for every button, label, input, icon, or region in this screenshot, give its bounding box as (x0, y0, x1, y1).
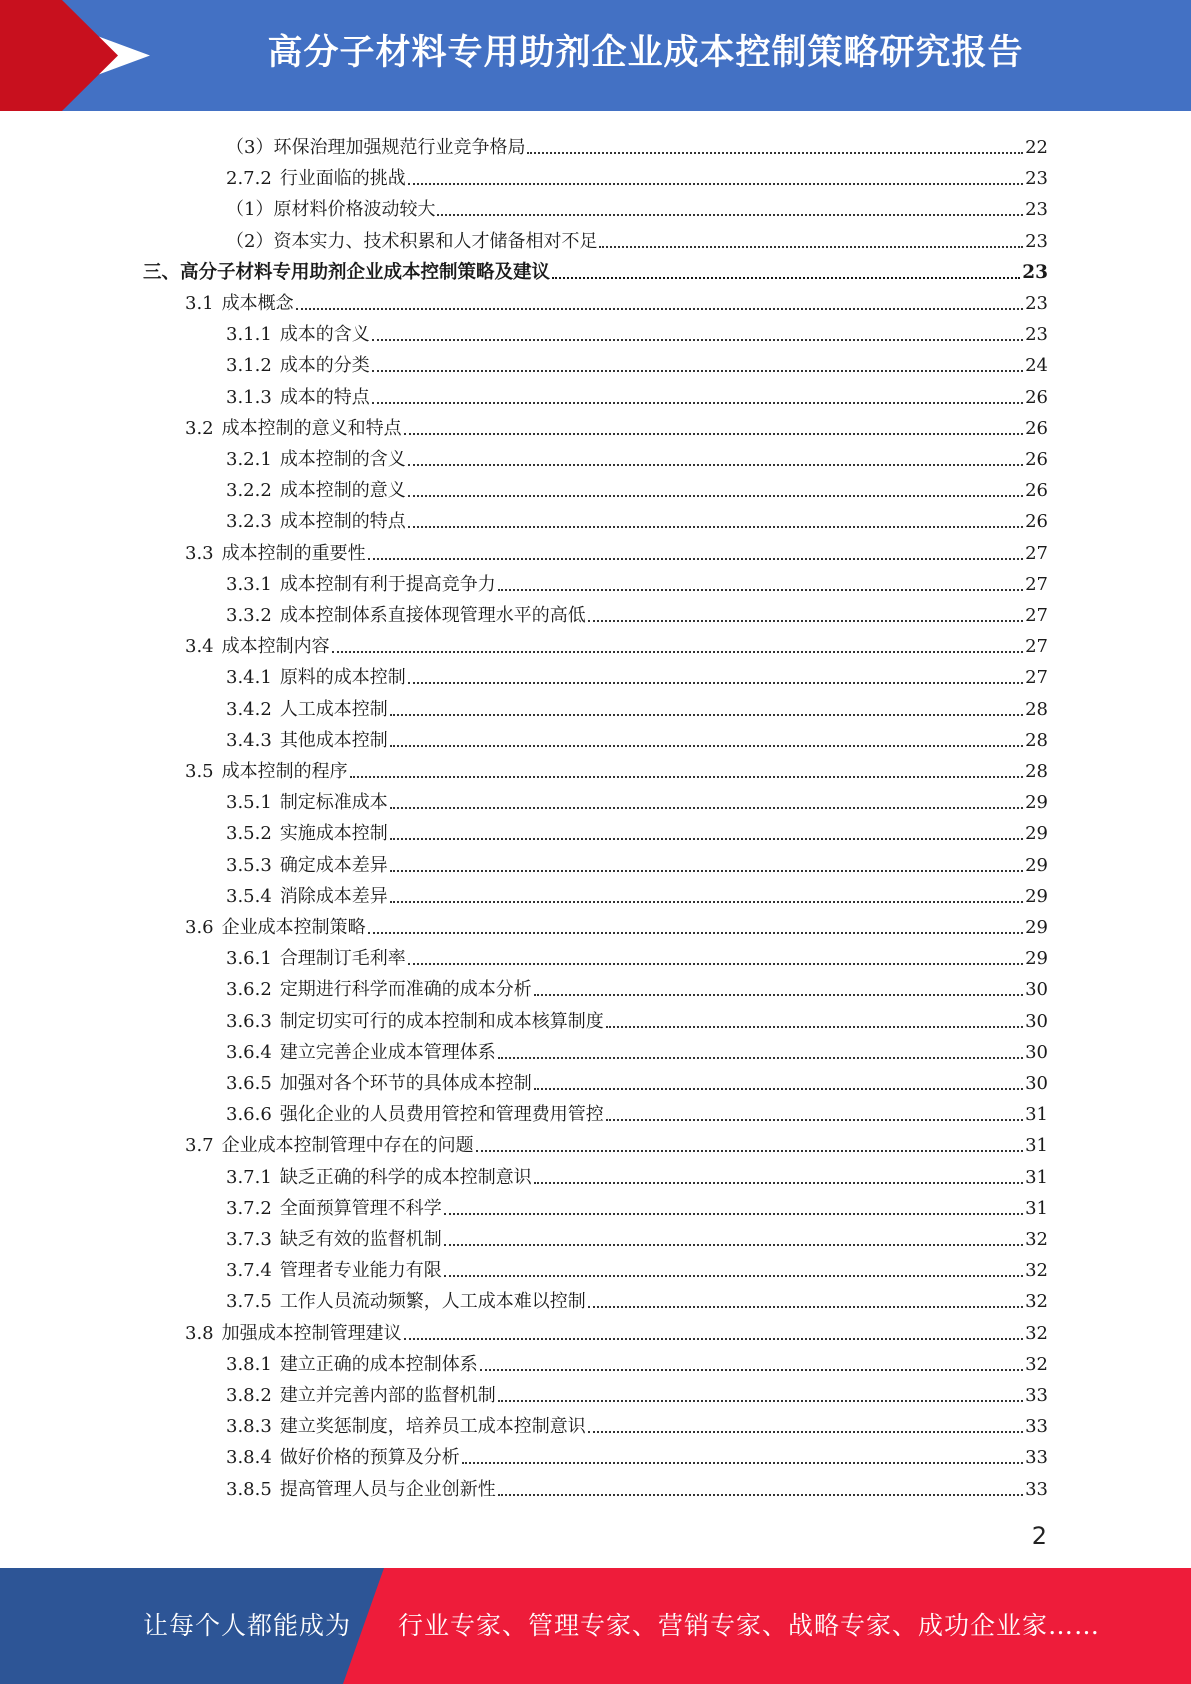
toc-entry-title: 消除成本差异 (279, 885, 388, 907)
toc-dot-leader (296, 307, 1023, 310)
toc-dot-leader (404, 432, 1023, 435)
toc-dot-leader (599, 245, 1023, 248)
toc-dot-leader (404, 1337, 1023, 1340)
toc-entry[interactable] (226, 846, 1048, 877)
toc-dot-leader (534, 1181, 1023, 1184)
toc-entry-title: 成本控制的重要性 (221, 542, 366, 564)
toc-entry[interactable] (226, 721, 1048, 752)
toc-dot-leader (498, 1056, 1023, 1059)
toc-dot-leader (390, 869, 1023, 872)
toc-entry-number: 3.5 (185, 761, 214, 782)
toc-entry-page: 22 (1025, 137, 1048, 158)
toc-entry-number: 3.4.1 (226, 667, 272, 689)
toc-entry-title: 实施成本控制 (279, 823, 388, 845)
toc-entry-number: 3.1.3 (226, 386, 272, 408)
toc-entry-title: 缺乏有效的监督机制 (279, 1229, 442, 1250)
toc-entry[interactable] (226, 565, 1048, 596)
toc-entry-number: 3.7.2 (226, 1197, 272, 1219)
toc-entry[interactable] (226, 1158, 1048, 1189)
toc-entry-page: 27 (1025, 667, 1048, 689)
toc-dot-leader (498, 1493, 1023, 1496)
toc-entry-number: 3.6.6 (226, 1104, 272, 1126)
toc-entry-number: 3.8 (185, 1322, 214, 1344)
toc-dot-leader (444, 1274, 1023, 1277)
toc-entry[interactable] (226, 159, 1048, 190)
toc-entry[interactable] (226, 1438, 1048, 1469)
toc-entry-title: 建立正确的成本控制体系 (279, 1353, 478, 1375)
toc-dot-leader (408, 962, 1023, 965)
toc-entry-number: 3.6.3 (226, 1010, 272, 1032)
toc-entry[interactable] (226, 1282, 1048, 1313)
toc-dot-leader (606, 1025, 1023, 1028)
toc-entry[interactable] (226, 596, 1048, 627)
toc-entry-title: 定期进行科学而准确的成本分析 (279, 979, 532, 1001)
toc-entry-number: 3.4 (185, 636, 214, 658)
toc-entry-page: 32 (1025, 1291, 1048, 1313)
toc-entry[interactable] (226, 315, 1048, 346)
toc-entry-page: 33 (1025, 1447, 1048, 1469)
toc-entry-title: 缺乏正确的科学的成本控制意识 (279, 1166, 532, 1188)
toc-entry-number: 3.2.1 (226, 449, 272, 470)
toc-entry[interactable] (185, 1126, 1048, 1157)
toc-entry-title: 成本控制体系直接体现管理水平的高低 (279, 605, 586, 626)
toc-entry-page: 30 (1025, 979, 1048, 1001)
toc-entry-page: 29 (1025, 854, 1048, 876)
toc-entry[interactable] (226, 128, 1048, 159)
toc-entry-title: 建立完善企业成本管理体系 (279, 1041, 496, 1063)
toc-entry-title: 成本控制的意义 (279, 480, 406, 502)
toc-dot-leader (408, 525, 1023, 528)
toc-dot-leader (476, 1149, 1023, 1152)
toc-entry[interactable] (226, 1095, 1048, 1126)
toc-entry[interactable] (226, 1345, 1048, 1376)
toc-entry[interactable] (143, 253, 1048, 284)
toc-entry-title: 制定切实可行的成本控制和成本核算制度 (279, 1010, 604, 1032)
toc-dot-leader (332, 650, 1023, 653)
toc-entry-title: 成本控制的意义和特点 (221, 417, 402, 439)
toc-entry-number: 3.6.4 (226, 1041, 272, 1063)
toc-entry-number: 3.8.1 (226, 1353, 272, 1375)
toc-entry-page: 26 (1025, 449, 1048, 470)
toc-entry-number: 3.4.2 (226, 698, 272, 720)
toc-entry-title: 人工成本控制 (279, 698, 388, 720)
toc-entry-page: 27 (1025, 573, 1048, 595)
toc-entry-page: 29 (1025, 948, 1048, 970)
toc-entry-page: 23 (1025, 199, 1048, 221)
toc-entry-number: 3.1.1 (226, 324, 272, 346)
toc-entry[interactable] (226, 658, 1048, 689)
toc-dot-leader (372, 338, 1023, 341)
toc-dot-leader (606, 1118, 1023, 1121)
toc-entry-title: 其他成本控制 (279, 729, 388, 751)
toc-entry-title: 提高管理人员与企业创新性 (279, 1478, 496, 1500)
toc-entry-page: 27 (1025, 542, 1048, 564)
toc-entry-page: 26 (1025, 386, 1048, 408)
toc-entry-title: 成本控制内容 (221, 636, 330, 658)
toc-entry-number: 3.1 (185, 293, 214, 314)
toc-entry-number: 3.4.3 (226, 729, 272, 751)
toc-entry-page: 27 (1025, 605, 1048, 626)
toc-entry-page: 26 (1025, 417, 1048, 439)
toc-entry-title: 确定成本差异 (279, 854, 388, 876)
toc-entry-number: 3.7.1 (226, 1166, 272, 1188)
toc-entry-page: 23 (1025, 324, 1048, 346)
toc-entry-number: 3.3 (185, 542, 214, 564)
toc-entry-title: 合理制订毛利率 (279, 948, 406, 970)
toc-entry[interactable] (226, 1407, 1048, 1438)
toc-entry-page: 30 (1025, 1041, 1048, 1063)
toc-entry-page: 33 (1025, 1478, 1048, 1500)
toc-entry-title: 工作人员流动频繁，人工成本难以控制 (279, 1291, 586, 1313)
toc-entry[interactable] (226, 1251, 1048, 1282)
toc-entry-page: 26 (1025, 511, 1048, 533)
toc-dot-leader (552, 276, 1020, 279)
toc-entry-page: 23 (1025, 293, 1048, 314)
toc-entry[interactable] (226, 877, 1048, 908)
toc-entry-number: 2.7.2 (226, 168, 272, 190)
toc-entry-page: 33 (1025, 1385, 1048, 1406)
toc-entry[interactable] (226, 970, 1048, 1001)
toc-entry-number: 3.1.2 (226, 355, 272, 377)
footer-slogan: 让每个人都能成为 (143, 1611, 352, 1640)
toc-entry-number: 3.8.3 (226, 1416, 272, 1438)
toc-entry-title: 企业成本控制管理中存在的问题 (221, 1135, 474, 1157)
toc-entry[interactable] (226, 440, 1048, 471)
footer-tagline: 行业专家、管理专家、营销专家、战略专家、成功企业家…… (398, 1611, 1101, 1640)
toc-entry-page: 23 (1022, 261, 1048, 283)
toc-entry[interactable] (226, 939, 1048, 970)
toc-entry-title: 制定标准成本 (279, 792, 388, 814)
report-title: 高分子材料专用助剂企业成本控制策略研究报告 (267, 33, 1024, 73)
toc-entry-title: 加强对各个环节的具体成本控制 (279, 1073, 532, 1094)
toc-entry-page: 31 (1025, 1197, 1048, 1219)
toc-entry[interactable] (185, 908, 1048, 939)
toc-entry-title: 行业面临的挑战 (279, 168, 406, 190)
toc-dot-leader (390, 837, 1023, 840)
toc-entry-title: 企业成本控制策略 (221, 917, 366, 938)
footer-banner (0, 1568, 1191, 1684)
toc-dot-leader (372, 369, 1023, 372)
toc-entry-number: 3.5.2 (226, 823, 272, 845)
toc-entry-title: 成本控制的含义 (279, 449, 406, 470)
toc-entry-number: 3.5.1 (226, 792, 272, 814)
toc-entry-page: 28 (1025, 729, 1048, 751)
toc-entry-title: 成本控制的特点 (279, 511, 406, 533)
toc-entry[interactable] (226, 814, 1048, 845)
toc-entry-page: 31 (1025, 1166, 1048, 1188)
toc-dot-leader (498, 1399, 1023, 1402)
toc-entry[interactable] (226, 1064, 1048, 1095)
toc-entry-number: 3.2.2 (226, 480, 272, 502)
toc-entry-page: 28 (1025, 698, 1048, 720)
toc-dot-leader (390, 744, 1023, 747)
toc-entry-title: 成本概念 (221, 293, 294, 314)
toc-dot-leader (368, 557, 1023, 560)
toc-entry[interactable] (226, 190, 1048, 221)
toc-entry-title: （3）环保治理加强规范行业竞争格局 (226, 137, 526, 158)
toc-entry-title: （2）资本实力、技术积累和人才储备相对不足 (226, 230, 598, 252)
toc-entry[interactable] (226, 378, 1048, 409)
toc-dot-leader (480, 1368, 1023, 1371)
toc-entry-title: 强化企业的人员费用管控和管理费用管控 (279, 1104, 604, 1126)
toc-entry[interactable] (185, 534, 1048, 565)
toc-entry-page: 32 (1025, 1229, 1048, 1250)
toc-entry[interactable] (226, 346, 1048, 377)
toc-entry[interactable] (226, 1002, 1048, 1033)
toc-entry[interactable] (226, 1470, 1048, 1501)
toc-entry[interactable] (226, 1376, 1048, 1407)
toc-entry-page: 28 (1025, 761, 1048, 782)
toc-entry-title: （1）原材料价格波动较大 (226, 199, 436, 221)
toc-entry[interactable] (185, 409, 1048, 440)
toc-entry-number: 3.5.3 (226, 854, 272, 876)
toc-entry-page: 27 (1025, 636, 1048, 658)
toc-dot-leader (368, 931, 1023, 934)
toc-entry-number: 3.5.4 (226, 885, 272, 907)
toc-dot-leader (534, 993, 1023, 996)
toc-dot-leader (390, 713, 1023, 716)
toc-dot-leader (527, 151, 1023, 154)
toc-entry-number: 3.7.3 (226, 1229, 272, 1250)
toc-entry-title: 成本控制有利于提高竞争力 (279, 573, 496, 595)
chevron-arrow-icon (0, 0, 160, 111)
toc-entry-number: 3.8.4 (226, 1447, 272, 1469)
toc-dot-leader (588, 1305, 1023, 1308)
toc-dot-leader (408, 494, 1023, 497)
toc-entry-page: 29 (1025, 885, 1048, 907)
toc-dot-leader (408, 681, 1023, 684)
toc-entry-title: 做好价格的预算及分析 (279, 1447, 460, 1469)
toc-entry[interactable] (226, 222, 1048, 253)
toc-dot-leader (588, 1430, 1023, 1433)
toc-entry-number: 3.2.3 (226, 511, 272, 533)
toc-entry-title: 建立并完善内部的监督机制 (279, 1385, 496, 1406)
toc-entry-title: 成本控制的程序 (221, 761, 348, 782)
toc-entry-page: 32 (1025, 1322, 1048, 1344)
toc-dot-leader (390, 806, 1023, 809)
toc-entry-title: 全面预算管理不科学 (279, 1197, 442, 1219)
toc-entry-number: 3.6.5 (226, 1073, 272, 1094)
toc-entry-number: 3.8.5 (226, 1478, 272, 1500)
toc-entry[interactable] (226, 690, 1048, 721)
toc-dot-leader (408, 182, 1023, 185)
toc-entry-number: 3.6.2 (226, 979, 272, 1001)
toc-dot-leader (444, 1243, 1023, 1246)
toc-entry[interactable] (226, 502, 1048, 533)
toc-dot-leader (534, 1087, 1023, 1090)
toc-entry-title: 建立奖惩制度，培养员工成本控制意识 (279, 1416, 586, 1438)
toc-dot-leader (462, 1461, 1023, 1464)
toc-entry-page: 24 (1025, 355, 1048, 377)
toc-entry-page: 33 (1025, 1416, 1048, 1438)
header-banner (0, 0, 1191, 111)
toc-entry[interactable] (226, 783, 1048, 814)
toc-dot-leader (498, 588, 1023, 591)
toc-entry-page: 30 (1025, 1073, 1048, 1094)
toc-entry-title: 三、高分子材料专用助剂企业成本控制策略及建议 (143, 261, 551, 283)
toc-entry-title: 加强成本控制管理建议 (221, 1322, 402, 1344)
toc-entry-number: 3.8.2 (226, 1385, 272, 1406)
toc-entry-title: 成本的分类 (279, 355, 370, 377)
toc-entry-page: 23 (1025, 168, 1048, 190)
toc-entry[interactable] (185, 1314, 1048, 1345)
toc-entry-number: 3.6.1 (226, 948, 272, 970)
toc-entry-title: 成本的特点 (279, 386, 370, 408)
toc-entry-number: 3.7.4 (226, 1260, 272, 1282)
toc-entry-page: 31 (1025, 1135, 1048, 1157)
page-number: 2 (1031, 1522, 1047, 1550)
toc-entry-number: 3.7 (185, 1135, 214, 1157)
toc-entry-page: 32 (1025, 1353, 1048, 1375)
toc-entry[interactable] (185, 752, 1048, 783)
toc-entry-page: 26 (1025, 480, 1048, 502)
toc-entry-page: 23 (1025, 230, 1048, 252)
toc-dot-leader (390, 900, 1023, 903)
toc-entry-number: 3.2 (185, 417, 214, 439)
toc-entry-number: 3.7.5 (226, 1291, 272, 1313)
toc-entry-number: 3.3.2 (226, 605, 272, 626)
toc-entry[interactable] (185, 627, 1048, 658)
toc-dot-leader (408, 463, 1023, 466)
toc-entry-number: 3.3.1 (226, 573, 272, 595)
toc-entry-page: 31 (1025, 1104, 1048, 1126)
toc-entry[interactable] (185, 284, 1048, 315)
toc-dot-leader (588, 619, 1023, 622)
toc-entry-page: 29 (1025, 792, 1048, 814)
toc-dot-leader (437, 213, 1023, 216)
toc-entry-page: 29 (1025, 823, 1048, 845)
toc-dot-leader (350, 775, 1023, 778)
toc-entry-title: 原料的成本控制 (279, 667, 406, 689)
toc-entry[interactable] (226, 1033, 1048, 1064)
toc-entry-page: 32 (1025, 1260, 1048, 1282)
toc-entry-title: 成本的含义 (279, 324, 370, 346)
toc-entry-number: 3.6 (185, 917, 214, 938)
toc-entry-page: 30 (1025, 1010, 1048, 1032)
toc-entry[interactable] (226, 471, 1048, 502)
toc-entry[interactable] (226, 1220, 1048, 1251)
toc-entry-page: 29 (1025, 917, 1048, 938)
toc-entry[interactable] (226, 1189, 1048, 1220)
toc-dot-leader (444, 1212, 1023, 1215)
toc-dot-leader (372, 401, 1023, 404)
toc-entry-title: 管理者专业能力有限 (279, 1260, 442, 1282)
